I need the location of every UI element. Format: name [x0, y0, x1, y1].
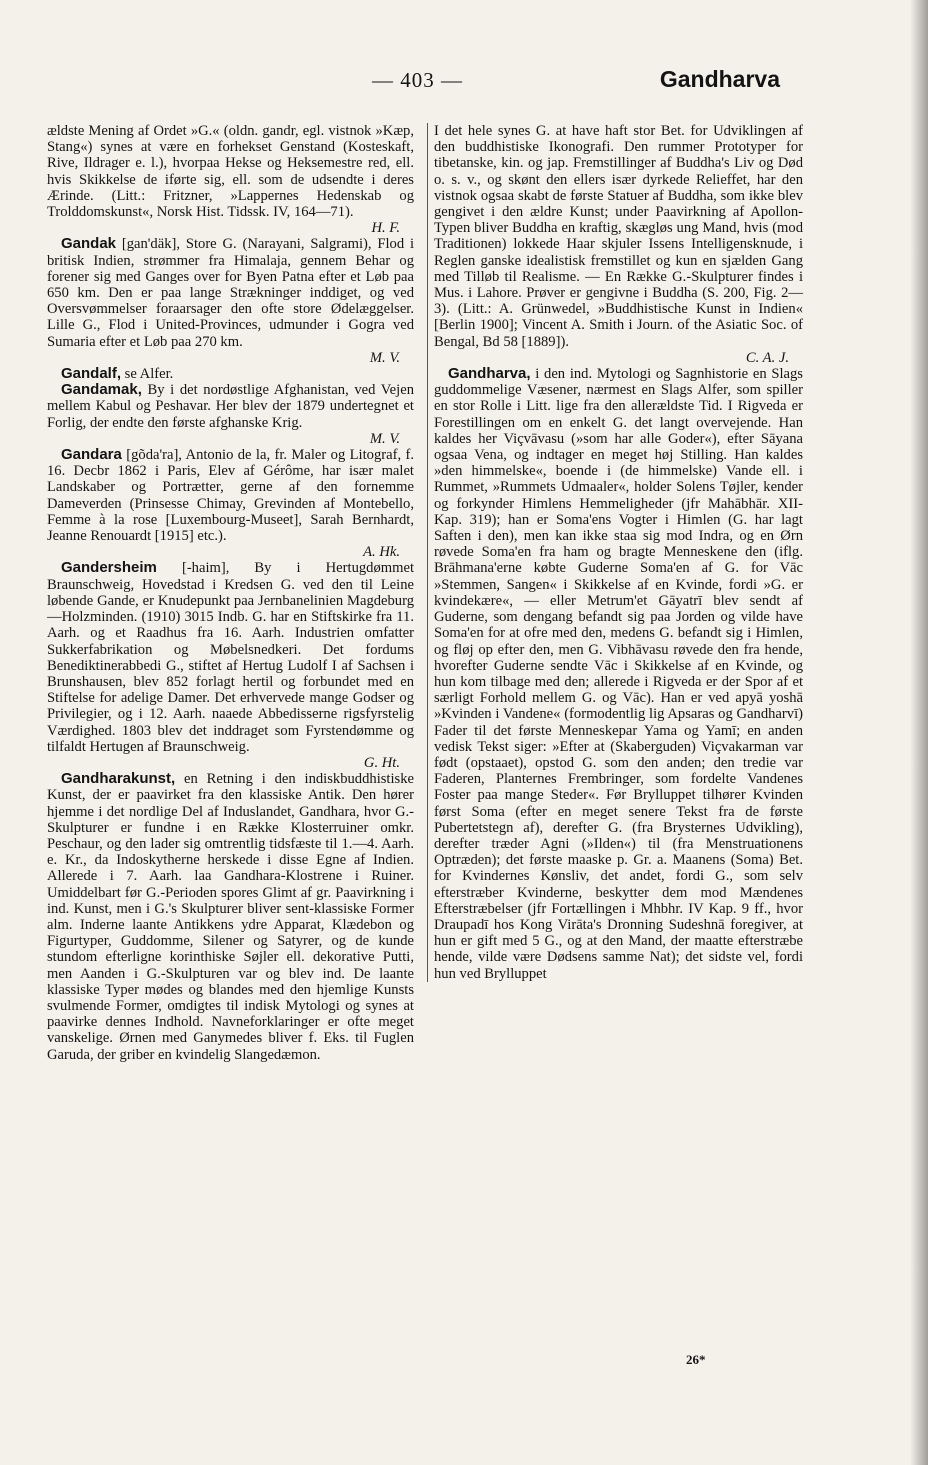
entry-text: By i det nordøstlige Afghanistan, ved Vejen mellem Kabul og Peshavar. Her blev der 1879 undertegnet et Forlig, der endte den første afghanske Krig. [47, 382, 414, 431]
entry-headword: Gandharva, [448, 365, 531, 383]
entry-gandak [47, 236, 414, 366]
entry-gandharakunst [47, 771, 414, 1063]
entry-signature: M. V. [369, 430, 400, 447]
entry-text: en Retning i den indiskbuddhistiske Kunst, der er paavirket fra den klassiske Antik. Den hører hjemme i det nordlige Del af Induslandet, Gandhara, hvor G.-Skulpturer er fundne i en Række Klosterruiner omkr. Peschaur, og den lader sig omtrentlig tidsfæste til 1.—4. Aarh. e. Kr., da Indoskytherne herskede i disse Egne af Indien. Allerede i 7. Aarh. laa Gandhara-Klostrene i Ruiner. Umiddelbart før G.-Perioden spores Glimt af gr. Paavirkning i ind. Kunst, men i G.'s Skulpturer bliver sent-klassiske Former alm. Inderne laante Antikkens ydre Apparat, Klædebon og Figurtyper, Guddomme, Silener og Satyrer, og de kunde stundom efterligne korinthiske Søjler ell. dekorative Putti, men Aanden i G.-Skulpturen var og blev ind. De laante klassiske Typer mødes og blandes med den hjemlige Kunsts svulmende Former, omdigtes til indisk Mytologi og synes at paavirke dennes Indhold. Navneforklaringer er ofte meget vanskelige. Ørnen med Ganymedes bliver f. Eks. til Fuglen Garuda, der griber en kvindelig Slangedæmon. [47, 771, 414, 1063]
entry-gandalf [47, 366, 414, 382]
running-head: Gandharva [659, 66, 780, 92]
entry-continuation [47, 123, 414, 236]
entry-headword: Gandak [61, 235, 117, 253]
entry-signature: C. A. J. [745, 349, 789, 366]
entry-signature: G. Ht. [363, 754, 400, 771]
entry-gandersheim [47, 560, 414, 771]
entry-signature: H. F. [371, 220, 400, 237]
entry-text: [gan'däk], Store G. (Narayani, Salgrami), Flod i britisk Indien, strømmer fra Himalaja, gennem Behar og forener sig med Ganges over for Byen Patna efter et Løb paa 650 km. Den er paa lange Strækninger inddiget, og ved Oversvømmelser foraarsager den ofte store Ødelæggelser. Lille G., Flod i United-Provinces, udmunder i Gogra ved Sumaria efter et Løb paa 270 km. [47, 236, 415, 350]
left-column [47, 123, 414, 1063]
page-edge-shadow [910, 0, 928, 1465]
entry-text: i den ind. Mytologi og Sagnhistorie en Slags guddommelige Væsener, nærmest en Slags Alfer, som spiller en stor Rolle i Litt. lige fra den allerældste Tid. I Rigveda er Forestillingen om en enkelt G. det langt overvejende. Han kaldes her Viçvāvasu (»som har alle Goder«), efter Sāyana ogsaa Vena, og indtager en meget høj Stilling. Han kaldes »den himmelske«, boende i (de himmelske) Vande ell. i Rummet, »Rummets Udmaaler«, holder Solens Tøjler, kender og forkynder Himlens Hemmeligheder (jfr Mahābhār. XII-Kap. 319); han er Soma'ens Vogter i Himlen (G. har lagt Saften i den), men kan ikke staa sig mod Indra, og en Ørn røvede Soma'en fra ham og bragte Menneskene den (iflg. Brāhmana'erne købte Guderne Soma'en af G. for Vāc »Stemmen, Sangen« i Skikkelse af en Kvinde, fordi »G. er kvindekære«, — eller Metrum'et Gāyatrī blev sendt af Guderne, som dengang befandt sig paa Jorden og vilde have Soma'en for at ofre med den, medens G. befandt sig i Himlen, og fløj op efter den, men G. Vibhāvasu røvede den fra hende, hvorefter Guderne sendte Vāc i Skikkelse af en Kvinde, og hun kom tilbage med den; allerede i Rigveda er der Spor af et særligt Forhold mellem G. og Vāc). Han er ved apyā yoshā »Kvinden i Vandene« (formodentlig lig Apsaras og Gandharvī) Fader til det første Menneskepar Yama og Yamī; en anden vedisk Tekst siger: »Efter at (Skaberguden) Viçvakarman var født (opstaaet), opstod G. som den anden; den tredie var Faderen, Planternes Frembringer, som fordelte Vandenes Foster paa mange Steder«. Før Brylluppet tilhører Kvinden først Soma (efter en meget senere Tekst fra de første Pubertetstegn af), derefter G. (fra Brysternes Udvikling), derefter træder Agni (»Ilden«) til (fra Menstruationens Optræden); det første maaske p. Gr. a. Maanens (Soma) Bet. for Kvindernes Kønsliv, det andet, fordi G., som selv efterstræber Kvinderne, beskytter dem mod Mændenes Efterstræbelser (jfr Fortællingen i Mhbhr. IV Kap. 9 ff., hvor Draupadī hos Kong Virāta's Dronning Sudeshnā foregiver, at hun er gift med 5 G., og at den Mand, der maatte efterstræbe hende, vilde være Dødsens samme Nat); det sidste vel, fordi hun ved Brylluppet [434, 366, 803, 982]
entry-text: ældste Mening af Ordet »G.« (oldn. gandr, egl. vistnok »Kæp, Stang«) synes at være en forhekset Genstand (Kosteskaft, Rive, Ildrager e. l.), hvorpaa Hekse og Heksemestre red, ell. hvis Skikkelse de iførte sig, ell. som de udsendte i deres Ærinde. (Litt.: Fritzner, »Lappernes Hedenskab og Trolddomskunst«, Norsk Hist. Tidssk. IV, 164—71). [47, 123, 414, 221]
entry-gandamak [47, 382, 414, 447]
entry-signature: A. Hk. [363, 544, 400, 561]
entry-text: I det hele synes G. at have haft stor Bet. for Udviklingen af den buddhistiske Ikonografi. Den rummer Prototyper for tibetanske, kin. og jap. Fremstillinger af Buddha's Liv og Død o. s. v., og skønt den ellers især dyrkede Relieffet, har den vistnok ogsaa skabt de første Statuer af Buddha, som ikke blev gengivet i den ældre Kunst; under Paavirkning af Apollon-Typen bliver Buddha en kraftig, skægløs ung Mand, hvis (mod Traditionen) lokkede Haar skjuler Issens Intelligensknude, i Reglen ganske idealistisk fremstillet og kun en sjælden Gang med Tilløb til Realisme. — En Række G.-Skulpturer findes i Mus. i Lahore. Prøver er gengivne i Buddha (S. 200, Fig. 2—3). (Litt.: A. Grünwedel, »Buddhistische Kunst in Indien« [Berlin 1900]; Vincent A. Smith i Journ. of the Asiatic Soc. of Bengal, Bd 58 [1889]). [434, 123, 803, 350]
entry-headword: Gandamak, [61, 381, 142, 399]
page-number: — 403 — [372, 68, 463, 92]
entry-signature: M. V. [369, 349, 400, 366]
entry-headword: Gandara [61, 446, 122, 464]
signature-mark: 26* [686, 1352, 706, 1367]
entry-text: se Alfer. [124, 366, 174, 383]
entry-text: [-haim], By i Hertugdømmet Braunschweig, Hovedstad i Kredsen G. ved den til Leine løbende Gande, er Knudepunkt paa Jernbanelinien Magdeburg—Holzminden. (1910) 3015 Indb. G. har en Stiftskirke fra 11. Aarh. og et Raadhus fra 16. Aarh. Industrien omfatter Sukkerfabrikation og Møbelsnedkeri. Det fordums Benediktinerabbedi G., stiftet af Hertug Ludolf I af Sachsen i Brunshausen, blev 852 forlagt hertil og forbundet med en Stiftelse for adelige Damer. Det erhvervede mange Godser og Privilegier, og i 12. Aarh. naaede Abbedisserne rigsfyrstelig Værdighed. 1803 blev det inddraget som Fyrstendømme og tilfaldt Hertugen af Braunschweig. [47, 560, 414, 755]
right-column [427, 123, 803, 982]
entry-gandara [47, 447, 414, 560]
entry-continuation [428, 123, 803, 366]
entry-headword: Gandersheim [61, 559, 157, 577]
entry-headword: Gandalf, [61, 365, 122, 383]
entry-headword: Gandharakunst, [61, 770, 176, 788]
entry-text: [gõda'ra], Antonio de la, fr. Maler og Litograf, f. 16. Decbr 1862 i Paris, Elev af Gérôme, har især malet Landskaber og Portrætter, gerne af den fornemme Dameverden (Prinsesse Chimay, Grevinden af Montebello, Femme à la rose [Luxembourg-Museet], Sarah Bernhardt, Jeanne Renouardt [1915] etc.). [47, 447, 414, 545]
page-header [0, 62, 928, 102]
entry-gandharva [428, 366, 803, 982]
